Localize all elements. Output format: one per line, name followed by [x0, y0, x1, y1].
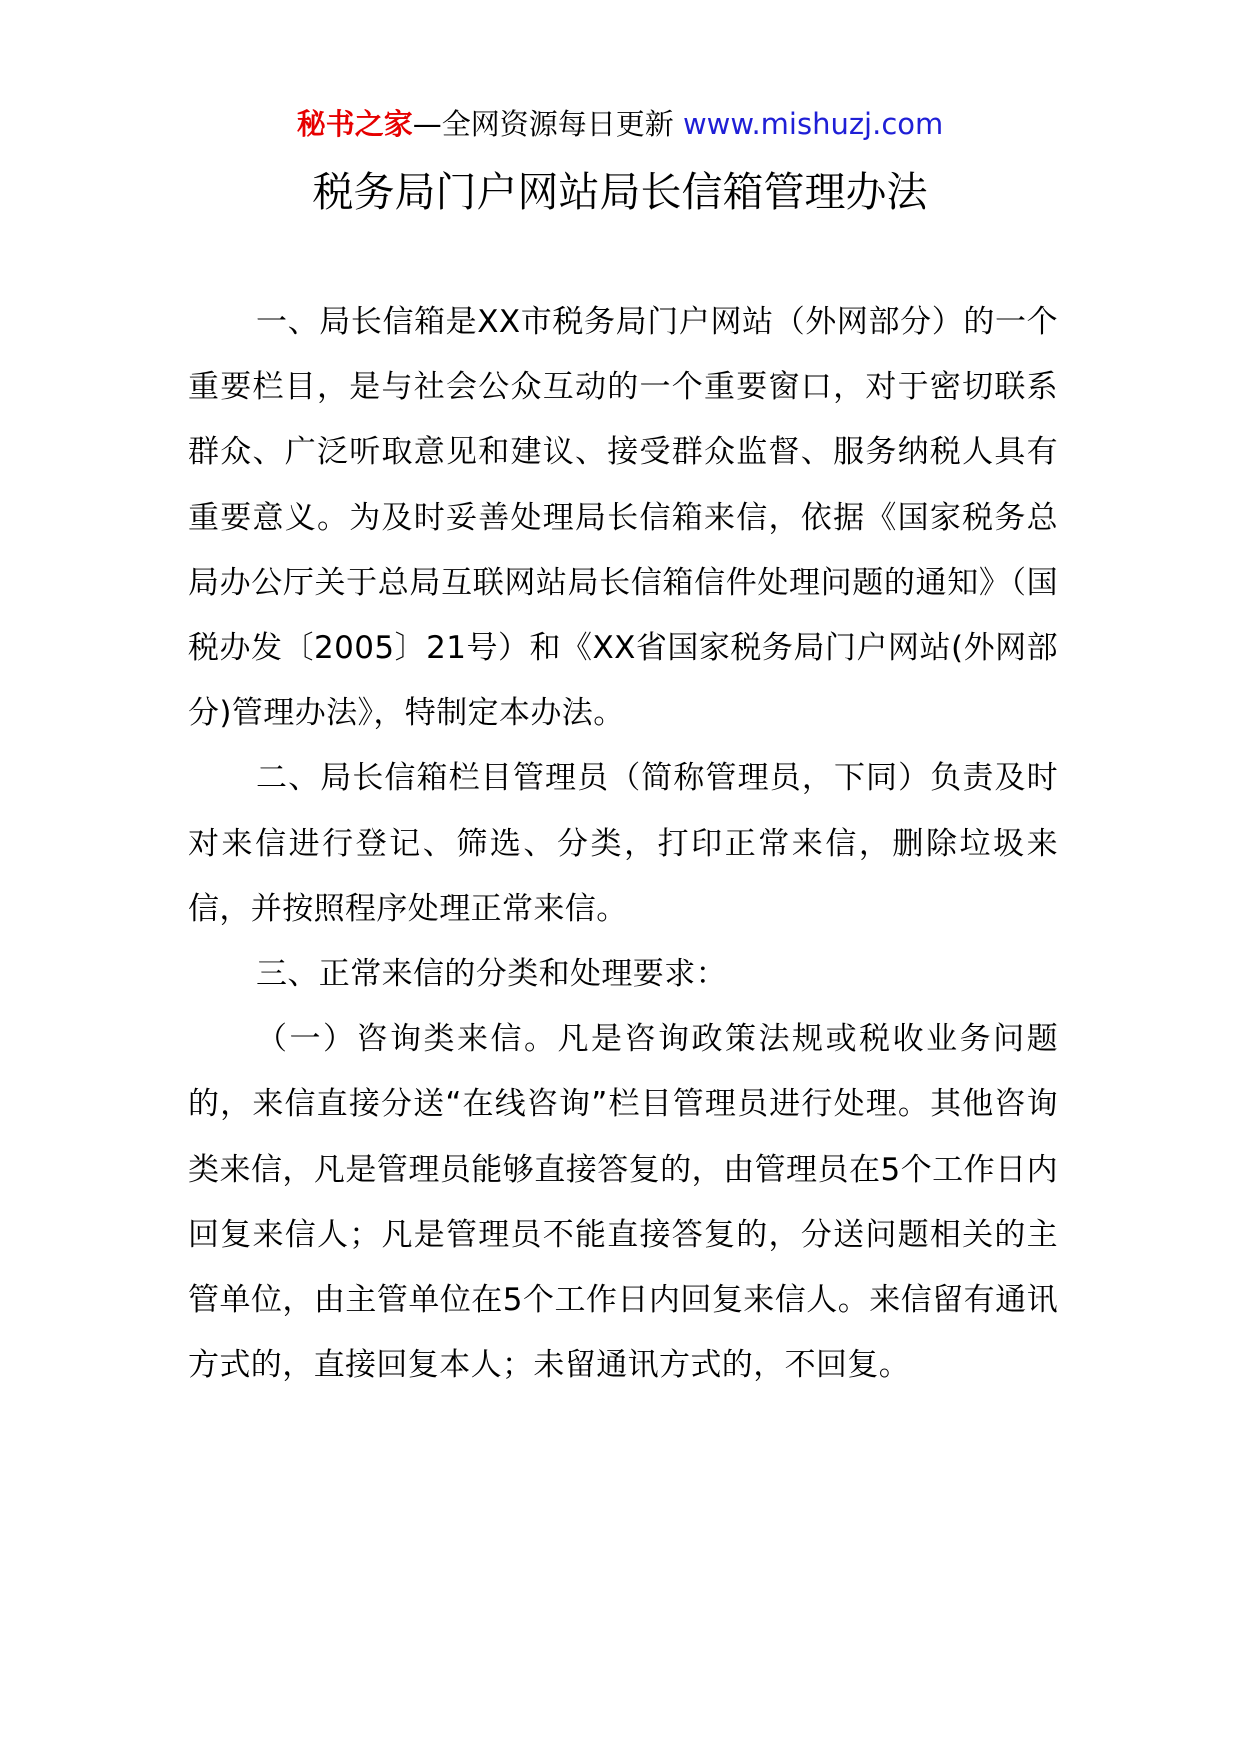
document-body: [188, 290, 1058, 1398]
brand-name: 秘书之家: [296, 107, 413, 141]
banner-tagline: —全网资源每日更新: [412, 107, 674, 141]
paragraph-4: （一）咨询类来信。凡是咨询政策法规或税收业务问题的，来信直接分送“在线咨询”栏目管理员进行处理。其他咨询类来信，凡是管理员能够直接答复的，由管理员在5个工作日内回复来信人；凡是管理员不能直接答复的，分送问题相关的主管单位，由主管单位在5个工作日内回复来信人。来信留有通讯方式的，直接回复本人；未留通讯方式的，不回复。: [188, 1021, 1058, 1384]
document-title: 税务局门户网站局长信箱管理办法: [312, 168, 928, 216]
paragraph-1: 一、局长信箱是XX市税务局门户网站（外网部分）的一个重要栏目，是与社会公众互动的一个重要窗口，对于密切联系群众、广泛听取意见和建议、接受群众监督、服务纳税人具有重要意义。为及时妥善处理局长信箱来信，依据《国家税务总局办公厅关于总局互联网站局长信箱信件处理问题的通知》（国税办发〔2005〕21号）和《XX省国家税务局门户网站(外网部分)管理办法》，特制定本办法。: [188, 304, 1058, 732]
site-banner: [0, 102, 1240, 146]
paragraph-2: 二、局长信箱栏目管理员（简称管理员，下同）负责及时对来信进行登记、筛选、分类，打印正常来信，删除垃圾来信，并按照程序处理正常来信。: [188, 760, 1058, 927]
paragraph-3: 三、正常来信的分类和处理要求：: [256, 956, 727, 993]
site-url-link[interactable]: www.mishuzj.com: [682, 107, 944, 141]
